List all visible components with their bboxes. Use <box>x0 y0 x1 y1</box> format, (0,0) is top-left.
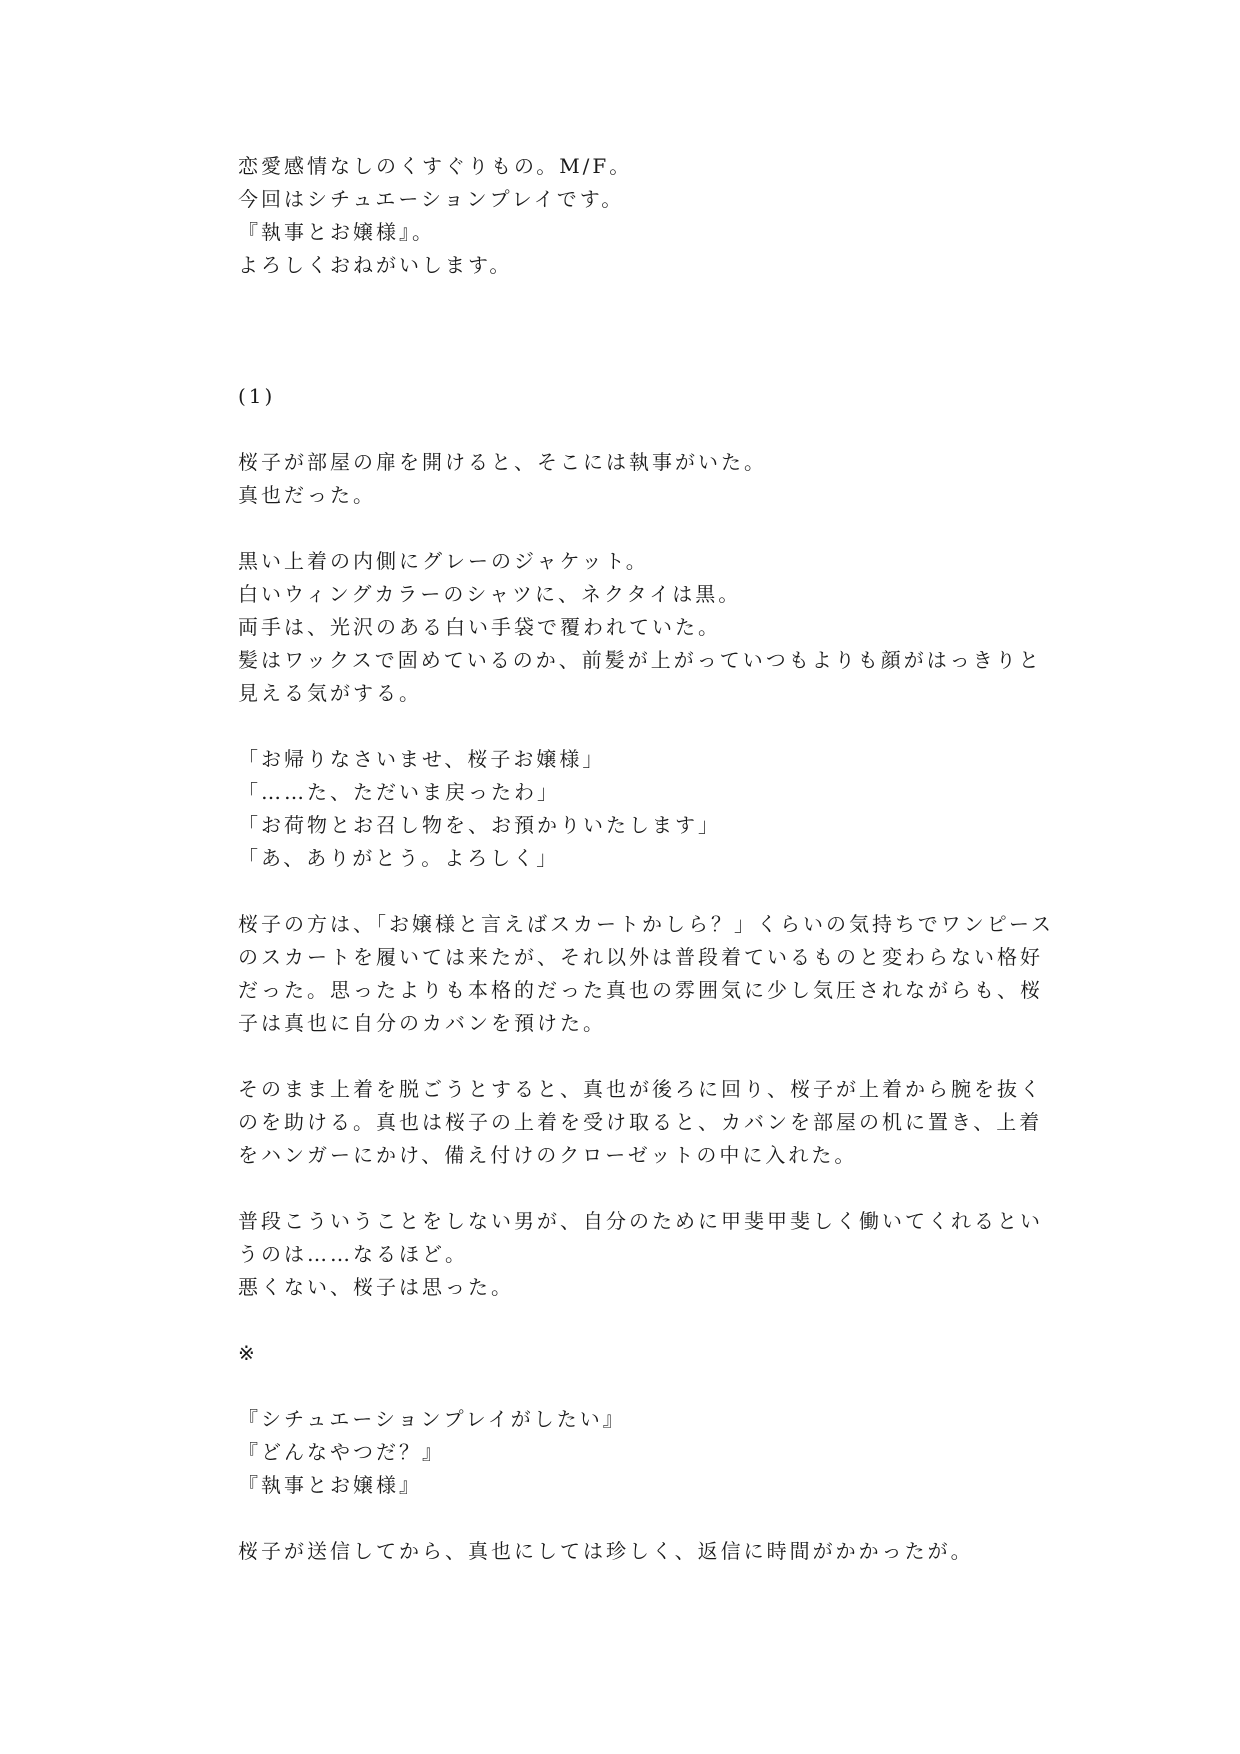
body-line: 悪くない、桜子は思った。 <box>238 1275 514 1299</box>
chapter-heading-block <box>238 380 1018 413</box>
body-line: 両手は、光沢のある白い手袋で覆われていた。 <box>238 615 721 639</box>
body-line: 白いウィングカラーのシャツに、ネクタイは黒。 <box>238 582 742 606</box>
body-line: 子は真也に自分のカバンを預けた。 <box>238 1011 606 1035</box>
body-line: 黒い上着の内側にグレーのジャケット。 <box>238 549 649 573</box>
body-line: 桜子が部屋の扉を開けると、そこには執事がいた。 <box>238 450 767 474</box>
blank-line <box>238 1304 1018 1337</box>
blank-line <box>238 1502 1018 1535</box>
intro-line: 『執事とお嬢様』。 <box>238 220 435 244</box>
scene-break-mark: ※ <box>238 1341 258 1365</box>
body-line: 真也だった。 <box>238 483 376 507</box>
chapter-heading: (1) <box>238 384 276 408</box>
blank-line <box>238 512 1018 545</box>
intro-line: 恋愛感情なしのくすぐりもの。M/F。 <box>238 154 633 178</box>
dialogue-line: 「……た、ただいま戻ったわ」 <box>238 780 560 804</box>
blank-line <box>238 1370 1018 1403</box>
intro-line: よろしくおねがいします。 <box>238 253 513 277</box>
intro-block <box>238 150 1018 282</box>
dialogue-line: 「あ、ありがとう。よろしく」 <box>238 846 560 870</box>
blank-line <box>238 710 1018 743</box>
message-line: 『どんなやつだ？』 <box>238 1440 445 1464</box>
body-line: 桜子が送信してから、真也にしては珍しく、返信に時間がかかったが。 <box>238 1539 974 1563</box>
body-line: そのまま上着を脱ごうとすると、真也が後ろに回り、桜子が上着から腕を抜く <box>238 1077 1043 1101</box>
body-line: 桜子の方は、「お嬢様と言えばスカートかしら？」くらいの気持ちでワンピース <box>238 912 1054 936</box>
body-line: のを助ける。真也は桜子の上着を受け取ると、カバンを部屋の机に置き、上着 <box>238 1110 1043 1134</box>
body-line: 普段こういうことをしない男が、自分のために甲斐甲斐しく働いてくれるとい <box>238 1209 1043 1233</box>
blank-line <box>238 875 1018 908</box>
intro-line: 今回はシチュエーションプレイです。 <box>238 187 625 211</box>
message-line: 『執事とお嬢様』 <box>238 1473 422 1497</box>
body-line: うのは……なるほど。 <box>238 1242 468 1266</box>
body-line: のスカートを履いては来たが、それ以外は普段着ているものと変わらない格好 <box>238 945 1043 969</box>
body-text-block <box>238 446 1054 1568</box>
dialogue-line: 「お荷物とお召し物を、お預かりいたします」 <box>238 813 721 837</box>
body-line: だった。思ったよりも本格的だった真也の雰囲気に少し気圧されながらも、桜 <box>238 978 1043 1002</box>
dialogue-line: 「お帰りなさいませ、桜子お嬢様」 <box>238 747 606 771</box>
blank-line <box>238 1172 1018 1205</box>
message-line: 『シチュエーションプレイがしたい』 <box>238 1407 626 1431</box>
body-line: 髪はワックスで固めているのか、前髪が上がっていつもよりも顔がはっきりと <box>238 648 1042 672</box>
body-line: をハンガーにかけ、備え付けのクローゼットの中に入れた。 <box>238 1143 858 1167</box>
body-line: 見える気がする。 <box>238 681 422 705</box>
blank-line <box>238 1040 1018 1073</box>
